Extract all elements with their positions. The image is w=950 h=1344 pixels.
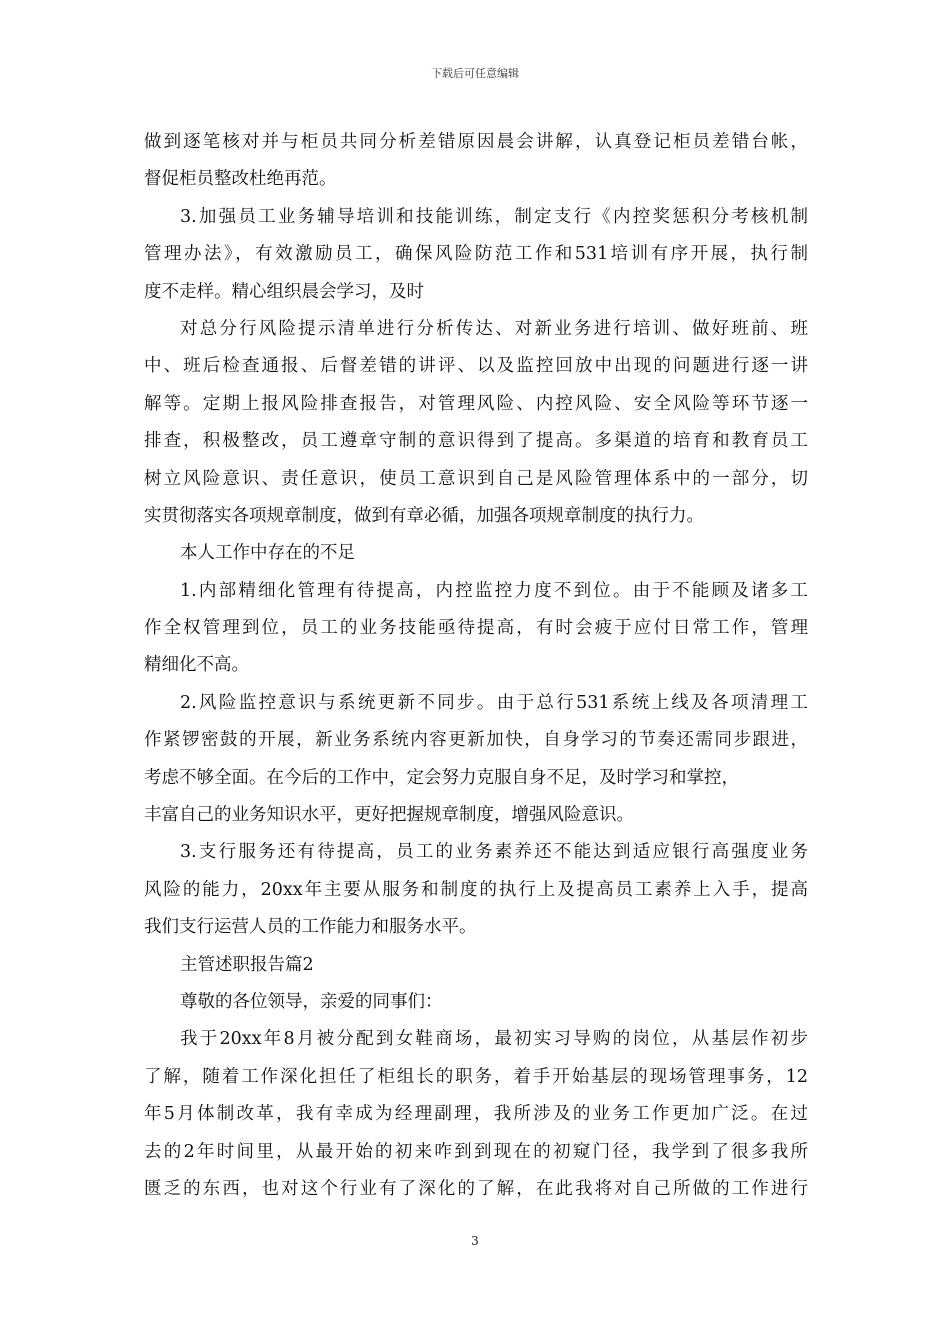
text-line: 3.加强员工业务辅导培训和技能训练，制定支行《内控奖惩积分考核机制 <box>180 206 808 227</box>
text-line: 督促柜员整改杜绝再范。 <box>144 169 337 190</box>
text-line: 解等。定期上报风险排查报告，对管理风险、内控风险、安全风险等环节逐一 <box>144 393 808 414</box>
text-line: 1.内部精细化管理有待提高，内控监控力度不到位。由于不能顾及诸多工 <box>180 580 808 601</box>
text-line: 我们支行运营人员的工作能力和服务水平。 <box>144 917 477 938</box>
text-line: 年5月体制改革，我有幸成为经理副理，我所涉及的业务工作更加广泛。在过 <box>144 1104 808 1125</box>
text-line: 树立风险意识、责任意识，使员工意识到自己是风险管理体系中的一部分，切 <box>144 468 808 489</box>
text-line: 实贯彻落实各项规章制度，做到有章必循，加强各项规章制度的执行力。 <box>144 505 704 526</box>
page-header: 下载后可任意编辑 <box>431 67 519 80</box>
text-line: 排查，积极整改，员工遵章守制的意识得到了提高。多渠道的培育和教育员工 <box>144 431 808 452</box>
text-line: 我于20xx年8月被分配到女鞋商场，最初实习导购的岗位，从基层作初步 <box>180 1029 808 1050</box>
text-line: 考虑不够全面。在今后的工作中，定会努力克服自身不足，及时学习和掌控， <box>144 767 739 788</box>
text-line: 度不走样。精心组织晨会学习，及时 <box>144 281 424 302</box>
text-line: 对总分行风险提示清单进行分析传达、对新业务进行培训、做好班前、班 <box>180 318 808 339</box>
text-line: 本人工作中存在的不足 <box>180 543 355 564</box>
text-line: 主管述职报告篇2 <box>180 954 314 975</box>
text-line: 风险的能力，20xx年主要从服务和制度的执行上及提高员工素养上入手，提高 <box>144 879 808 900</box>
text-line: 中、班后检查通报、后督差错的讲评、以及监控回放中出现的问题进行逐一讲 <box>144 356 808 377</box>
text-line: 作全权管理到位，员工的业务技能亟待提高，有时会疲于应付日常工作，管理 <box>144 618 808 639</box>
document-body <box>144 124 808 1208</box>
text-line: 3.支行服务还有待提高，员工的业务素养还不能达到适应银行高强度业务 <box>180 842 808 863</box>
text-line: 精细化不高。 <box>144 655 249 676</box>
text-line: 做到逐笔核对并与柜员共同分析差错原因晨会讲解，认真登记柜员差错台帐， <box>144 132 808 152</box>
text-line: 管理办法》，有效激励员工，确保风险防范工作和531培训有序开展，执行制 <box>144 244 808 265</box>
text-line: 作紧锣密鼓的开展，新业务系统内容更新加快，自身学习的节奏还需同步跟进， <box>144 730 808 751</box>
text-line: 匮乏的东西，也对这个行业有了深化的了解，在此我将对自己所做的工作进行 <box>144 1178 808 1199</box>
page-number: 3 <box>471 1234 479 1248</box>
text-line: 了解，随着工作深化担任了柜组长的职务，着手开始基层的现场管理事务，12 <box>144 1066 808 1087</box>
text-line: 尊敬的各位领导，亲爱的同事们： <box>180 991 443 1012</box>
text-line: 2.风险监控意识与系统更新不同步。由于总行531系统上线及各项清理工 <box>180 692 808 713</box>
text-line: 丰富自己的业务知识水平，更好把握规章制度，增强风险意识。 <box>144 805 634 826</box>
text-line: 去的2年时间里，从最开始的初来咋到到现在的初窥门径，我学到了很多我所 <box>144 1141 808 1162</box>
